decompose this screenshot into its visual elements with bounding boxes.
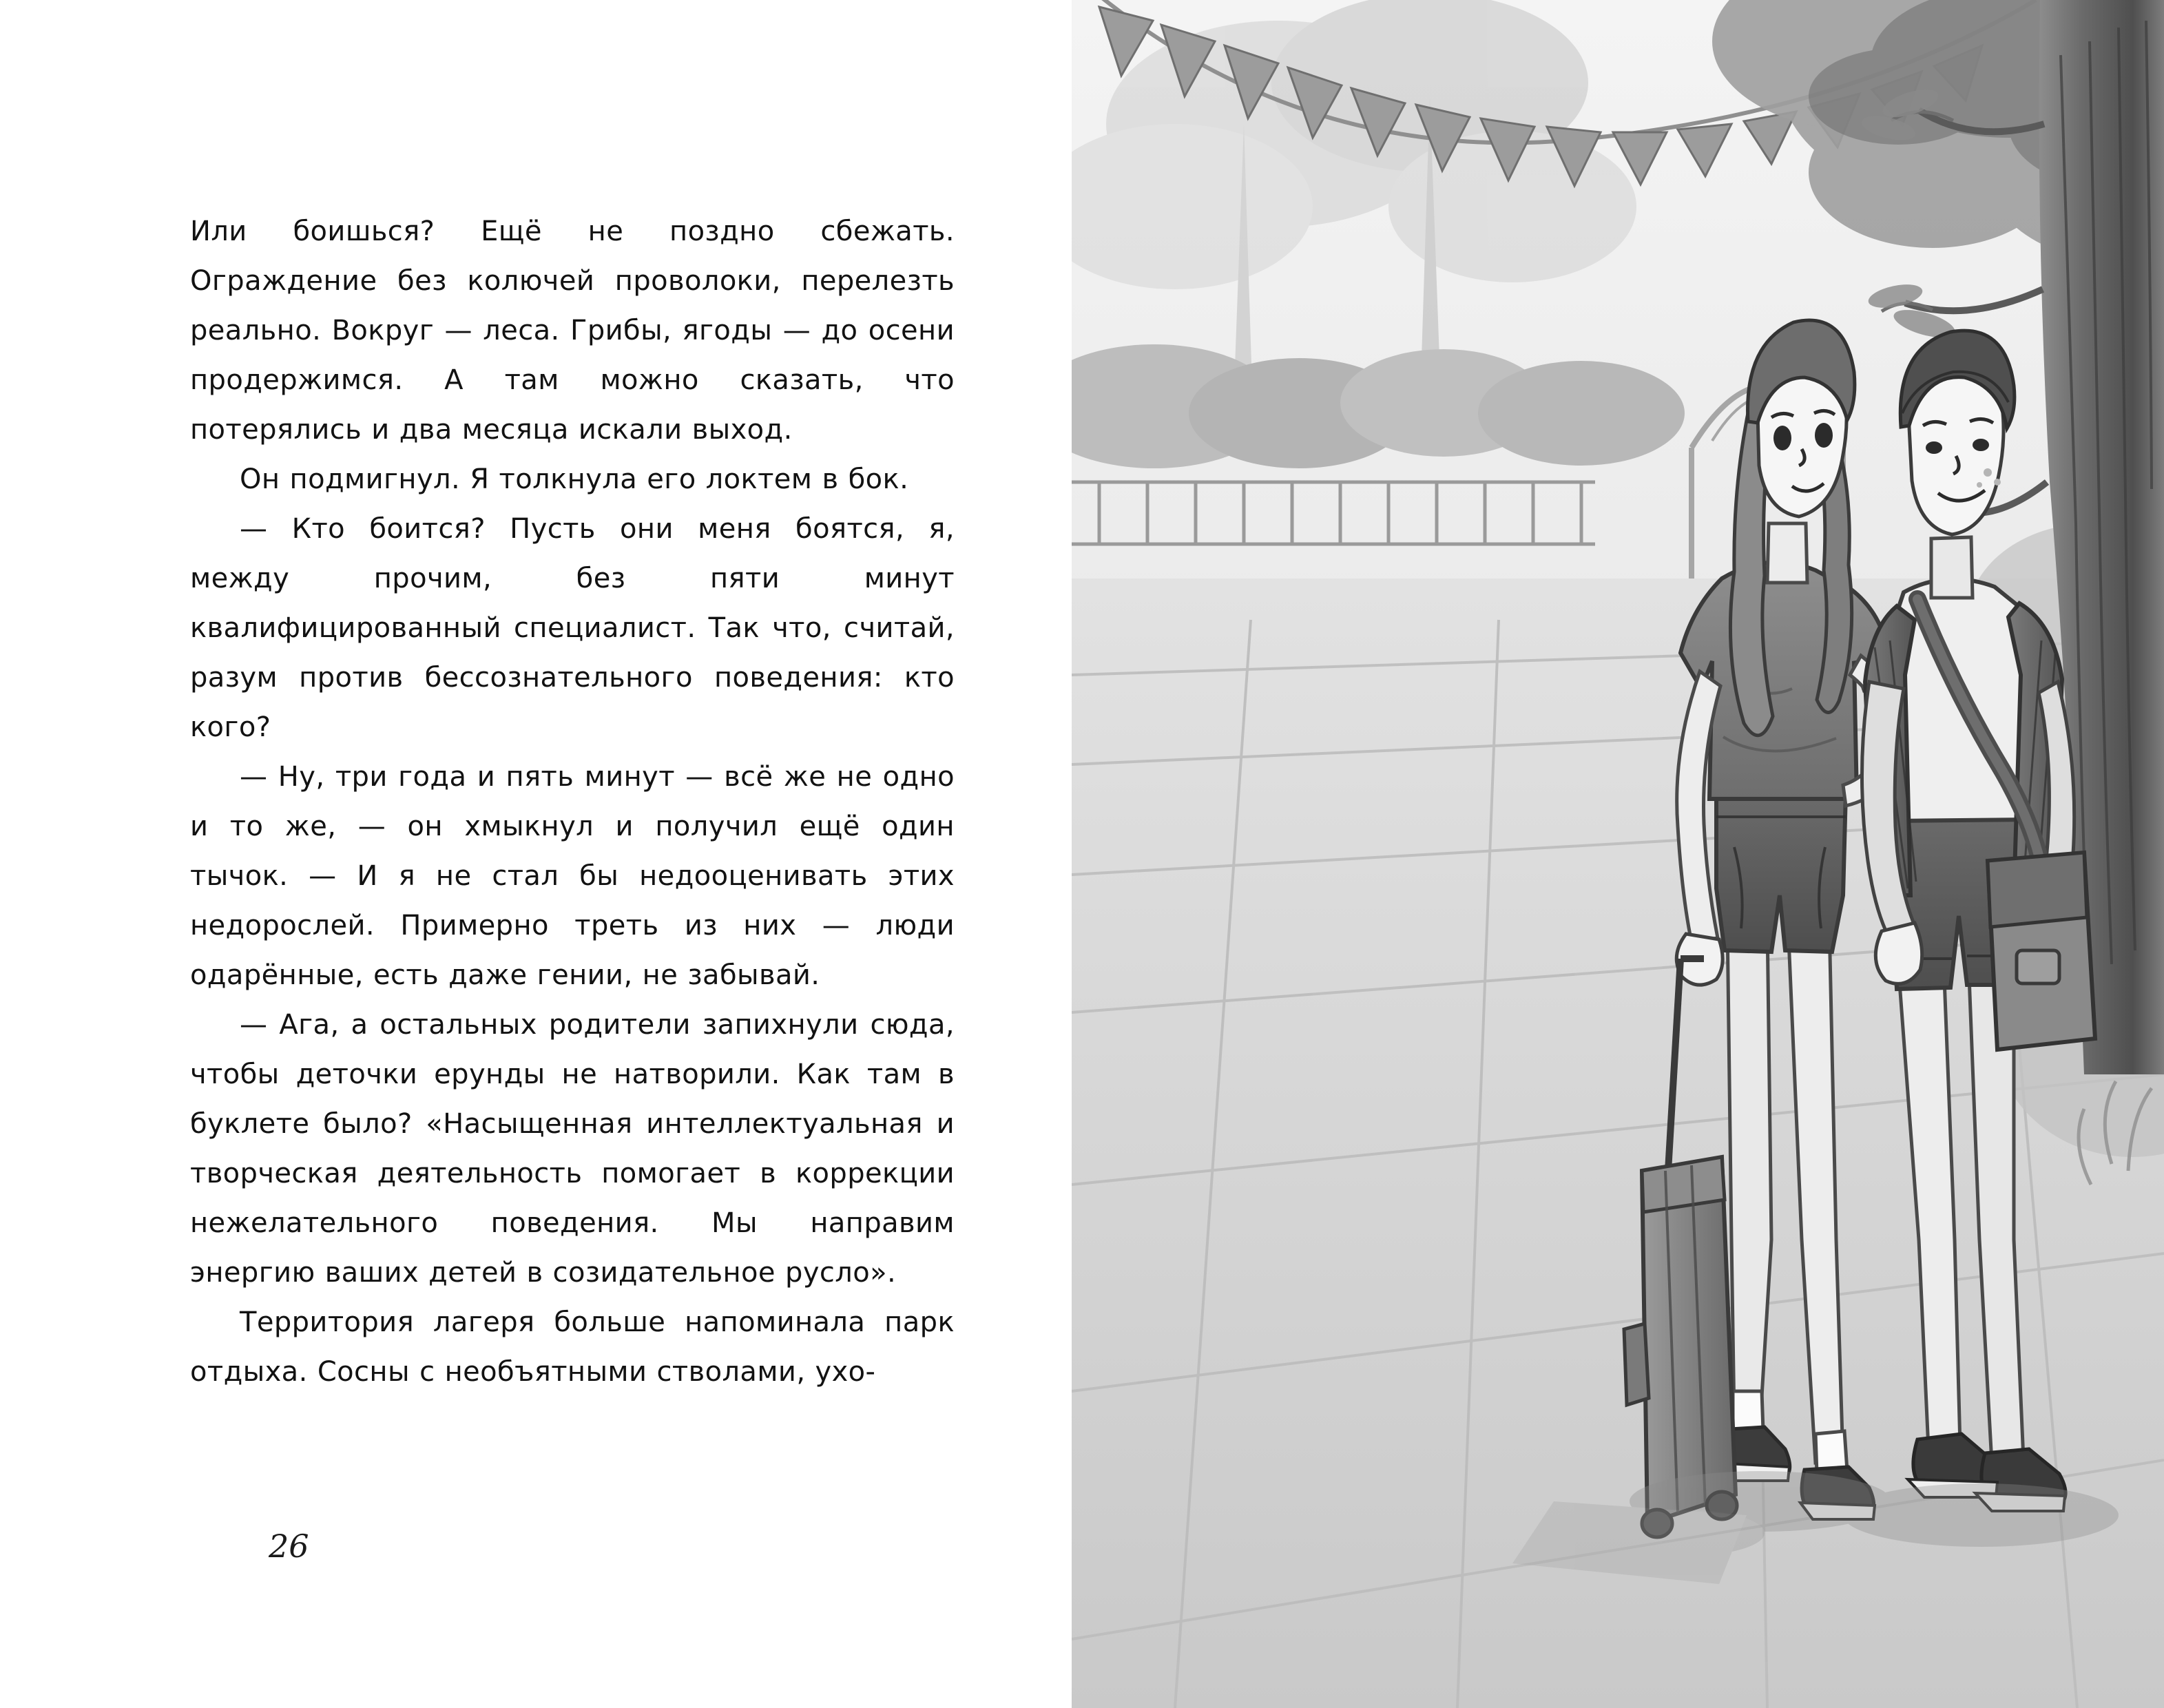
illustration-artwork <box>1072 0 2164 1708</box>
shoulder-bag <box>1988 853 2095 1050</box>
text-column <box>190 207 955 1397</box>
paragraph: — Ага, а остальных родители запихнули сюда, чтобы деточки ерунды не натворили. Как там в буклете было? «Насыщенная интеллектуальная и творческая деятельность помогает в коррекции нежелательного поведения. Мы направим энергию ваших детей в созидательное русло». <box>190 1009 955 1289</box>
paragraph: — Ну, три года и пять минут — всё же не одно и то же, — он хмыкнул и получил ещё один тычок. — И я не стал бы недооценивать этих недорослей. Примерно треть из них — люди одарённые, есть даже гении, не забывай. <box>190 761 955 991</box>
illustration-panel <box>1072 0 2164 1708</box>
paragraph: — Кто боится? Пусть они меня боятся, я, между прочим, без пяти минут квалифицированный специалист. Так что, считай, разум против бессознательного поведения: кто кого? <box>190 513 955 743</box>
paragraph: Он подмигнул. Я толкнула его локтем в бок. <box>240 464 909 495</box>
page-number: 26 <box>269 1528 309 1565</box>
paragraph: Территория лагеря больше напоминала парк отдыха. Сосны с необъятными стволами, ухо- <box>190 1306 955 1388</box>
page-gutter <box>1070 0 1072 1708</box>
hedge-row <box>1072 344 1685 468</box>
paragraph: Или боишься? Ещё не поздно сбежать. Ограждение без колючей проволоки, перелезть реально. Вокруг — леса. Грибы, ягоды — до осени продержимся. А там можно сказать, что потерялись и два месяца искали выход. <box>190 216 955 446</box>
